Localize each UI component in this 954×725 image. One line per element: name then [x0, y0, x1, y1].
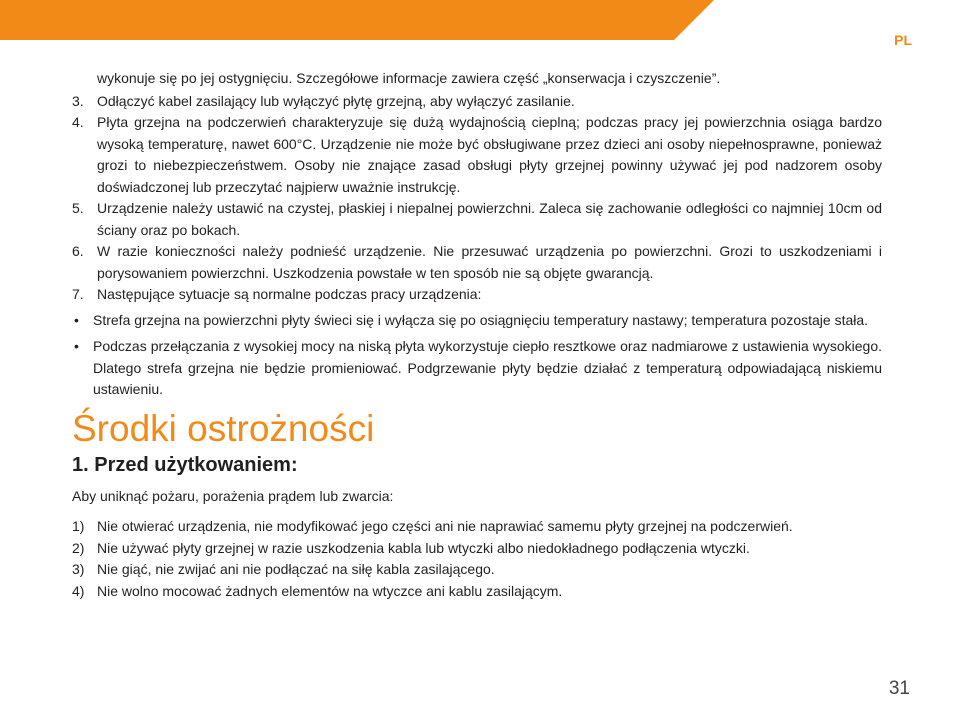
page-number: 31 — [888, 678, 910, 699]
bullet-item — [72, 336, 882, 401]
bullet-glyph: • — [74, 338, 79, 354]
section-subtitle: 1. Przed użytkowaniem: — [72, 453, 298, 476]
list-item — [72, 91, 882, 113]
page-content — [72, 68, 882, 602]
precautions-list — [72, 516, 882, 602]
list-item — [72, 241, 882, 284]
header-accent-bar — [0, 0, 954, 40]
bullet-item — [72, 310, 882, 332]
bullet-text: Strefa grzejna na powierzchni płyty świeci się i wyłącza się po osiągnięciu temperatury nastawy; temperatura pozostaje stała. — [93, 311, 869, 328]
item-text: Płyta grzejna na podczerwień charakteryzuje się dużą wydajnością cieplną; podczas pracy jej powierzchnia osiąga bardzo wysoką temperaturę, nawet 600°C. Urządzenie nie może być obsługiwane przez dzieci ani osoby niepełnosprawne, ponieważ grozi to niebezpieczeństwem. Osoby nie znające zasad obsługi płyty grzejnej powinny używać jej pod nadzorem osoby doświadczonej lub przeczytać najpierw uważnie instrukcję. — [97, 114, 882, 195]
item-text: Nie giąć, nie zwijać ani nie podłączać na siłę kabla zasilającego. — [97, 561, 495, 577]
item-number: 6. — [72, 243, 84, 259]
language-label: PL — [894, 32, 912, 48]
item-number: 2) — [72, 539, 85, 556]
item-number: 5. — [72, 200, 84, 216]
item-text: W razie konieczności należy podnieść urządzenie. Nie przesuwać urządzenia po powierzchni. Grozi to uszkodzeniami i porysowaniem powierzchni. Uszkodzenia powstałe w ten sposób nie są objęte gwarancją. — [97, 243, 882, 281]
bullet-text: Podczas przełączania z wysokiej mocy na niską płyta wykorzystuje ciepło resztkowe oraz nadmiarowe z ustawienia wysokiego. Dlatego strefa grzejna nie będzie promieniować. Podgrzewanie płyty będzie działać z temperaturą odpowiadającą niskiemu ustawieniu. — [93, 338, 882, 397]
bullet-glyph: • — [74, 311, 79, 328]
item-number: 4) — [72, 582, 85, 599]
item-number: 7. — [72, 286, 84, 302]
item-number: 4. — [72, 114, 84, 130]
list-item — [72, 112, 882, 198]
item-text: Nie używać płyty grzejnej w razie uszkodzenia kabla lub wtyczki albo niedokładnego podłączenia wtyczki. — [97, 539, 750, 556]
item-text: Nie otwierać urządzenia, nie modyfikować jego części ani nie naprawiać samemu płyty grzejnej na podczerwień. — [97, 518, 793, 534]
item-text: Urządzenie należy ustawić na czystej, płaskiej i niepalnej powierzchni. Zaleca się zachowanie odległości co najmniej 10cm od ściany oraz po bokach. — [97, 200, 882, 238]
item-text: Następujące sytuacje są normalne podczas pracy urządzenia: — [97, 286, 482, 302]
section-title: Środki ostrożności — [72, 407, 375, 449]
list-item — [72, 559, 882, 581]
list-item — [72, 198, 882, 241]
bullet-list — [72, 310, 882, 401]
item-number: 3) — [72, 561, 85, 577]
numbered-list — [72, 91, 882, 306]
continuation-text: wykonuje się po jej ostygnięciu. Szczegółowe informacje zawiera część „konserwacja i czyszczenie”. — [97, 70, 721, 86]
list-item — [72, 516, 882, 538]
item-text: Odłączyć kabel zasilający lub wyłączyć płytę grzejną, aby wyłączyć zasilanie. — [97, 92, 575, 109]
list-item — [72, 581, 882, 603]
item-text: Nie wolno mocować żadnych elementów na wtyczce ani kablu zasilającym. — [97, 582, 563, 599]
list-item — [72, 284, 882, 306]
item-number: 3. — [72, 92, 84, 109]
item-number: 1) — [72, 518, 85, 534]
section-intro: Aby uniknąć pożaru, porażenia prądem lub zwarcia: — [72, 487, 394, 504]
list-item — [72, 538, 882, 560]
